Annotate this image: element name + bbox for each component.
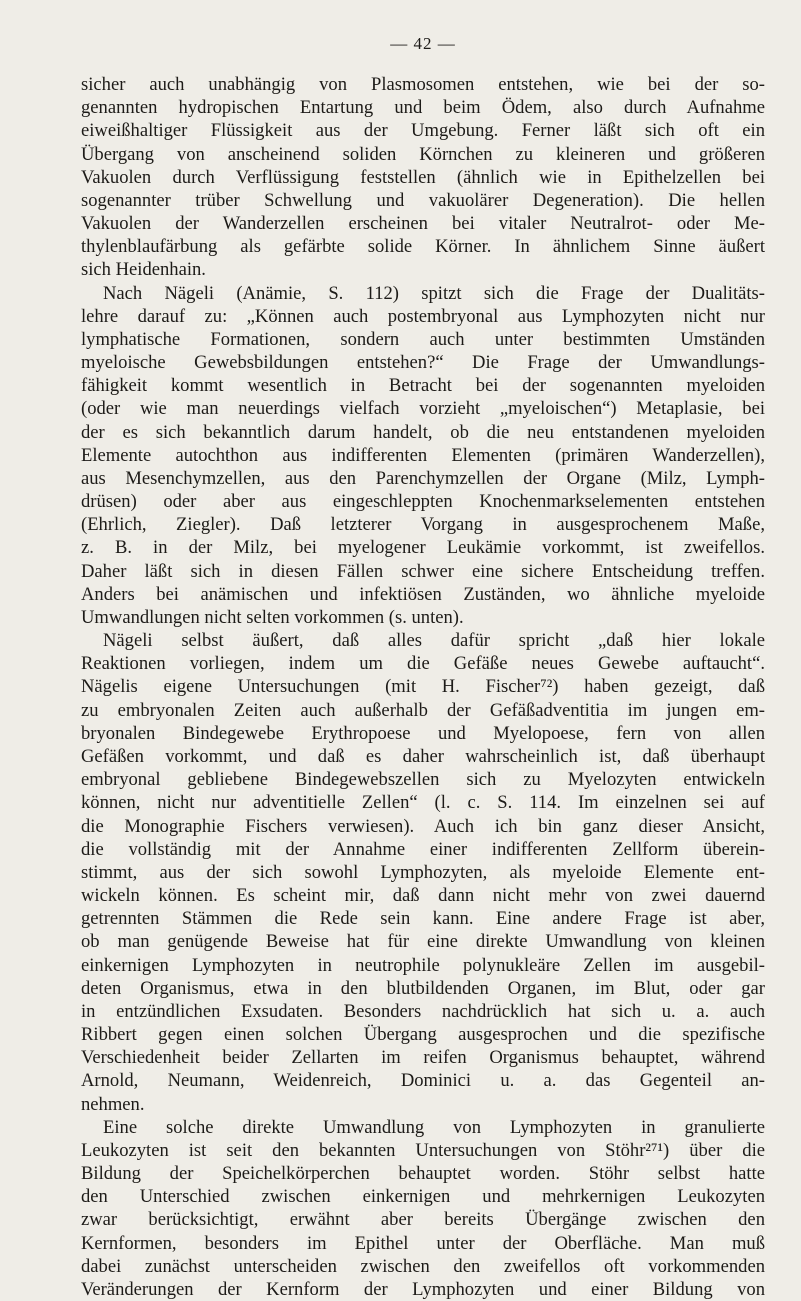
text-line: Arnold, Neumann, Weidenreich, Dominici u. a. das Gegenteil an-: [81, 1070, 765, 1092]
text-line: wickeln können. Es scheint mir, daß dann nicht mehr von zwei dauernd: [81, 885, 765, 907]
text-line: sicher auch unabhängig von Plasmosomen entstehen, wie bei der so-: [81, 74, 765, 95]
text-line: Übergang von anscheinend soliden Körnchen zu kleineren und größeren: [81, 143, 765, 165]
text-line: thylenblaufärbung als gefärbte solide Körner. In ähnlichem Sinne äußert: [81, 236, 765, 258]
text-line: z. B. in der Milz, bei myelogener Leukämie vorkommt, ist zweifellos.: [81, 537, 765, 559]
text-line: Gefäßen vorkommt, und daß es daher wahrscheinlich ist, daß überhaupt: [81, 745, 765, 767]
text-line: Bildung der Speichelkörperchen behauptet worden. Stöhr selbst hatte: [81, 1163, 765, 1185]
text-line: zwar berücksichtigt, erwähnt aber bereits Übergänge zwischen den: [81, 1209, 765, 1231]
text-line: aus Mesenchymzellen, aus den Parenchymzellen der Organe (Milz, Lymph-: [81, 467, 765, 489]
text-line: sich Heidenhain.: [81, 259, 206, 281]
text-line: ob man genügende Beweise hat für eine direkte Umwandlung von kleinen: [81, 931, 765, 953]
page-number: — 42 —: [390, 34, 456, 53]
text-line: Elemente autochthon aus indifferenten Elementen (primären Wanderzellen),: [81, 444, 765, 466]
text-line: genannten hydropischen Entartung und beim Ödem, also durch Aufnahme: [81, 97, 765, 119]
text-line: (Ehrlich, Ziegler). Daß letzterer Vorgang in ausgesprochenem Maße,: [81, 514, 765, 536]
paragraph: [81, 282, 765, 630]
text-line: Vakuolen der Wanderzellen erscheinen bei vitaler Neutralrot- oder Me-: [81, 213, 765, 235]
text-line: Reaktionen vorliegen, indem um die Gefäße neues Gewebe auftaucht“.: [81, 653, 765, 675]
text-line: können, nicht nur adventitielle Zellen“ (l. c. S. 114. Im einzelnen sei auf: [81, 792, 765, 814]
text-line: Vakuolen durch Verflüssigung feststellen (ähnlich wie in Epithelzellen bei: [81, 166, 765, 188]
text-line: die Monographie Fischers verwiesen). Auch ich bin ganz dieser Ansicht,: [81, 815, 765, 837]
text-line: eiweißhaltiger Flüssigkeit aus der Umgebung. Ferner läßt sich oft ein: [81, 120, 765, 142]
text-line: bryonalen Bindegewebe Erythropoese und Myelopoese, fern von allen: [81, 722, 765, 744]
text-line: Eine solche direkte Umwandlung von Lymphozyten in granulierte: [103, 1116, 765, 1138]
body-text: [81, 73, 765, 1301]
text-line: lehre darauf zu: „Können auch postembryonal aus Lymphozyten nicht nur: [81, 305, 765, 327]
text-line: den Unterschied zwischen einkernigen und mehrkernigen Leukozyten: [81, 1186, 765, 1208]
text-line: Nach Nägeli (Anämie, S. 112) spitzt sich die Frage der Dualitäts-: [103, 282, 765, 304]
text-line: einkernigen Lymphozyten in neutrophile polynukleäre Zellen im ausgebil-: [81, 954, 765, 976]
text-line: (oder wie man neuerdings vielfach vorzieht „myeloischen“) Metaplasie, bei: [81, 398, 765, 420]
text-line: Nägeli selbst äußert, daß alles dafür spricht „daß hier lokale: [103, 630, 765, 652]
text-line: fähigkeit kommt wesentlich in Betracht bei der sogenannten myeloiden: [81, 375, 765, 397]
text-line: lymphatische Formationen, sondern auch unter bestimmten Umständen: [81, 328, 765, 350]
paragraph: [81, 629, 765, 1116]
text-line: die vollständig mit der Annahme einer indifferenten Zellform überein-: [81, 838, 765, 860]
text-line: stimmt, aus der sich sowohl Lymphozyten, als myeloide Elemente ent-: [81, 861, 765, 883]
text-line: in entzündlichen Exsudaten. Besonders nachdrücklich hat sich u. a. auch: [81, 1000, 765, 1022]
text-line: nehmen.: [81, 1093, 145, 1115]
text-line: Veränderungen der Kernform der Lymphozyten und einer Bildung von: [81, 1278, 765, 1300]
text-line: Nägelis eigene Untersuchungen (mit H. Fischer⁷²) haben gezeigt, daß: [81, 676, 765, 698]
text-line: Leukozyten ist seit den bekannten Untersuchungen von Stöhr²⁷¹) über die: [81, 1139, 765, 1161]
text-line: deten Organismus, etwa in den blutbildenden Organen, im Blut, oder gar: [81, 977, 765, 999]
text-line: Verschiedenheit beider Zellarten im reifen Organismus behauptet, während: [81, 1047, 765, 1069]
text-line: Kernformen, besonders im Epithel unter der Oberfläche. Man muß: [81, 1232, 765, 1254]
text-line: sogenannter trüber Schwellung und vakuolärer Degeneration). Die hellen: [81, 189, 765, 211]
text-line: getrennten Stämmen die Rede sein kann. Eine andere Frage ist aber,: [81, 908, 765, 930]
text-line: der es sich bekanntlich darum handelt, ob die neu entstandenen myeloiden: [81, 421, 765, 443]
text-line: Daher läßt sich in diesen Fällen schwer eine sichere Entscheidung treffen.: [81, 560, 765, 582]
text-line: Umwandlungen nicht selten vorkommen (s. unten).: [81, 606, 464, 628]
text-line: Ribbert gegen einen solchen Übergang ausgesprochen und die spezifische: [81, 1024, 765, 1046]
text-line: myeloische Gewebsbildungen entstehen?“ Die Frage der Umwandlungs-: [81, 352, 765, 374]
paragraph: [81, 1116, 765, 1301]
text-line: embryonal gebliebene Bindegewebszellen sich zu Myelozyten entwickeln: [81, 769, 765, 791]
text-line: dabei zunächst unterscheiden zwischen den zweifellos oft vorkommenden: [81, 1255, 765, 1277]
text-line: Anders bei anämischen und infektiösen Zuständen, wo ähnliche myeloide: [81, 583, 765, 605]
paragraph: [81, 73, 765, 282]
text-line: drüsen) oder aber aus eingeschleppten Knochenmarkselementen entstehen: [81, 491, 765, 513]
text-line: zu embryonalen Zeiten auch außerhalb der Gefäßadventitia im jungen em-: [81, 699, 765, 721]
